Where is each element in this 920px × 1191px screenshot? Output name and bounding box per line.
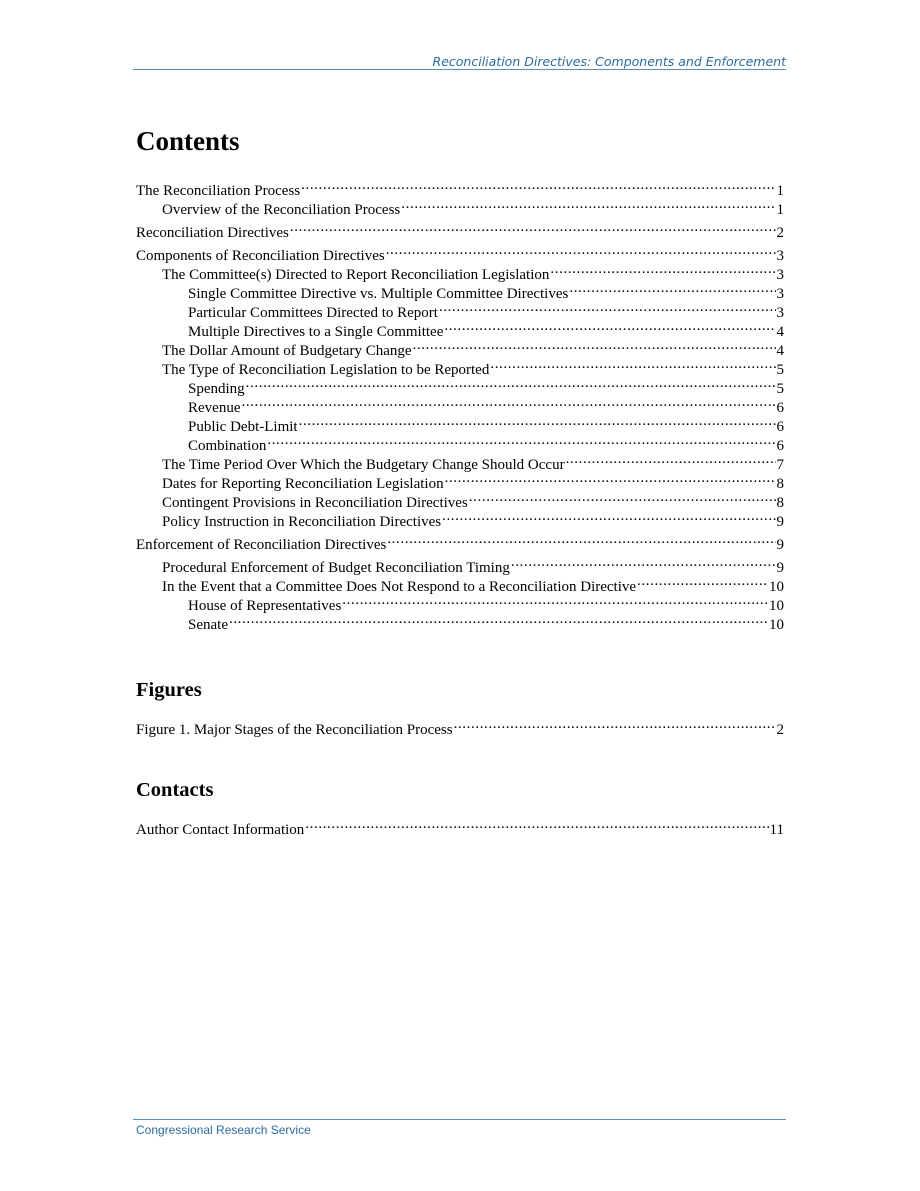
toc-entry-title: Policy Instruction in Reconciliation Directives xyxy=(162,514,442,530)
toc-entry-page: 9 xyxy=(776,537,784,553)
footer-divider xyxy=(133,1119,786,1120)
toc-entry-page: 3 xyxy=(776,305,784,321)
toc-entry[interactable] xyxy=(136,610,784,633)
contents-list xyxy=(136,176,784,633)
toc-entry-title: Procedural Enforcement of Budget Reconciliation Timing xyxy=(162,560,510,576)
dot-leader xyxy=(342,591,768,610)
toc-entry-page: 2 xyxy=(776,722,784,738)
running-header-title: Reconciliation Directives: Components and Enforcement xyxy=(432,54,786,69)
toc-entry-title: Figure 1. Major Stages of the Reconciliation Process xyxy=(136,722,453,738)
dot-leader xyxy=(490,355,775,374)
dot-leader xyxy=(386,241,776,260)
toc-entry-page: 1 xyxy=(776,183,784,199)
toc-entry[interactable] xyxy=(136,530,784,553)
dot-leader xyxy=(637,572,768,591)
toc-entry-page: 10 xyxy=(769,598,784,614)
dot-leader xyxy=(246,374,776,393)
dot-leader xyxy=(550,260,775,279)
dot-leader xyxy=(299,412,776,431)
contacts-heading: Contacts xyxy=(136,779,214,801)
toc-entry-page: 8 xyxy=(776,495,784,511)
dot-leader xyxy=(454,715,776,734)
toc-entry-page: 8 xyxy=(776,476,784,492)
toc-entry-title: The Committee(s) Directed to Report Reconciliation Legislation xyxy=(162,267,550,283)
dot-leader xyxy=(241,393,775,412)
dot-leader xyxy=(387,530,775,549)
dot-leader xyxy=(442,507,775,526)
dot-leader xyxy=(469,488,776,507)
dot-leader xyxy=(413,336,776,355)
toc-entry-title: Combination xyxy=(188,438,267,454)
figures-list xyxy=(136,715,784,738)
dot-leader xyxy=(569,279,775,298)
toc-entry-page: 9 xyxy=(776,514,784,530)
toc-entry[interactable] xyxy=(136,553,784,576)
toc-entry-page: 5 xyxy=(776,381,784,397)
toc-entry-page: 10 xyxy=(769,579,784,595)
toc-entry-page: 5 xyxy=(776,362,784,378)
dot-leader xyxy=(439,298,776,317)
toc-entry-page: 4 xyxy=(776,324,784,340)
footer-publisher: Congressional Research Service xyxy=(136,1123,311,1137)
toc-entry-page: 3 xyxy=(776,286,784,302)
toc-entry[interactable] xyxy=(136,815,784,838)
dot-leader xyxy=(305,815,768,834)
toc-entry-title: Components of Reconciliation Directives xyxy=(136,248,385,264)
toc-entry-title: The Reconciliation Process xyxy=(136,183,301,199)
dot-leader xyxy=(301,176,775,195)
toc-entry-title: In the Event that a Committee Does Not Respond to a Reconciliation Directive xyxy=(162,579,637,595)
toc-entry-page: 3 xyxy=(776,248,784,264)
toc-entry-title: Single Committee Directive vs. Multiple Committee Directives xyxy=(188,286,569,302)
toc-entry-title: The Dollar Amount of Budgetary Change xyxy=(162,343,412,359)
toc-entry-page: 7 xyxy=(776,457,784,473)
dot-leader xyxy=(444,317,775,336)
toc-entry-title: Particular Committees Directed to Report xyxy=(188,305,438,321)
contents-heading: Contents xyxy=(136,126,240,156)
toc-entry-page: 10 xyxy=(769,617,784,633)
toc-entry[interactable] xyxy=(136,715,784,738)
toc-entry-title: Senate xyxy=(188,617,228,633)
toc-entry-page: 9 xyxy=(776,560,784,576)
toc-entry-title: Enforcement of Reconciliation Directives xyxy=(136,537,387,553)
toc-entry-title: Spending xyxy=(188,381,245,397)
toc-entry-page: 4 xyxy=(776,343,784,359)
toc-entry-page: 3 xyxy=(776,267,784,283)
toc-entry-title: The Type of Reconciliation Legislation to be Reported xyxy=(162,362,490,378)
toc-entry-title: Multiple Directives to a Single Committee xyxy=(188,324,444,340)
toc-entry-title: Contingent Provisions in Reconciliation Directives xyxy=(162,495,468,511)
toc-entry[interactable] xyxy=(136,176,784,199)
toc-entry-title: Author Contact Information xyxy=(136,822,305,838)
dot-leader xyxy=(401,195,775,214)
dot-leader xyxy=(229,610,768,629)
toc-entry-page: 6 xyxy=(776,438,784,454)
dot-leader xyxy=(267,431,775,450)
dot-leader xyxy=(445,469,776,488)
header-divider xyxy=(133,69,786,70)
toc-entry-title: Overview of the Reconciliation Process xyxy=(162,202,401,218)
toc-entry-title: House of Representatives xyxy=(188,598,342,614)
toc-entry-page: 1 xyxy=(776,202,784,218)
toc-entry[interactable] xyxy=(136,241,784,264)
toc-entry-page: 2 xyxy=(776,225,784,241)
figures-heading: Figures xyxy=(136,679,202,701)
toc-entry[interactable] xyxy=(136,218,784,241)
toc-entry-page: 6 xyxy=(776,419,784,435)
toc-entry-page: 11 xyxy=(769,822,784,838)
toc-entry-page: 6 xyxy=(776,400,784,416)
dot-leader xyxy=(511,553,776,572)
dot-leader xyxy=(566,450,776,469)
toc-entry-title: Reconciliation Directives xyxy=(136,225,289,241)
dot-leader xyxy=(290,218,776,237)
toc-entry-title: Revenue xyxy=(188,400,241,416)
toc-entry-title: Dates for Reporting Reconciliation Legislation xyxy=(162,476,444,492)
toc-entry-title: Public Debt-Limit xyxy=(188,419,298,435)
contacts-list xyxy=(136,815,784,838)
toc-entry-title: The Time Period Over Which the Budgetary Change Should Occur xyxy=(162,457,565,473)
